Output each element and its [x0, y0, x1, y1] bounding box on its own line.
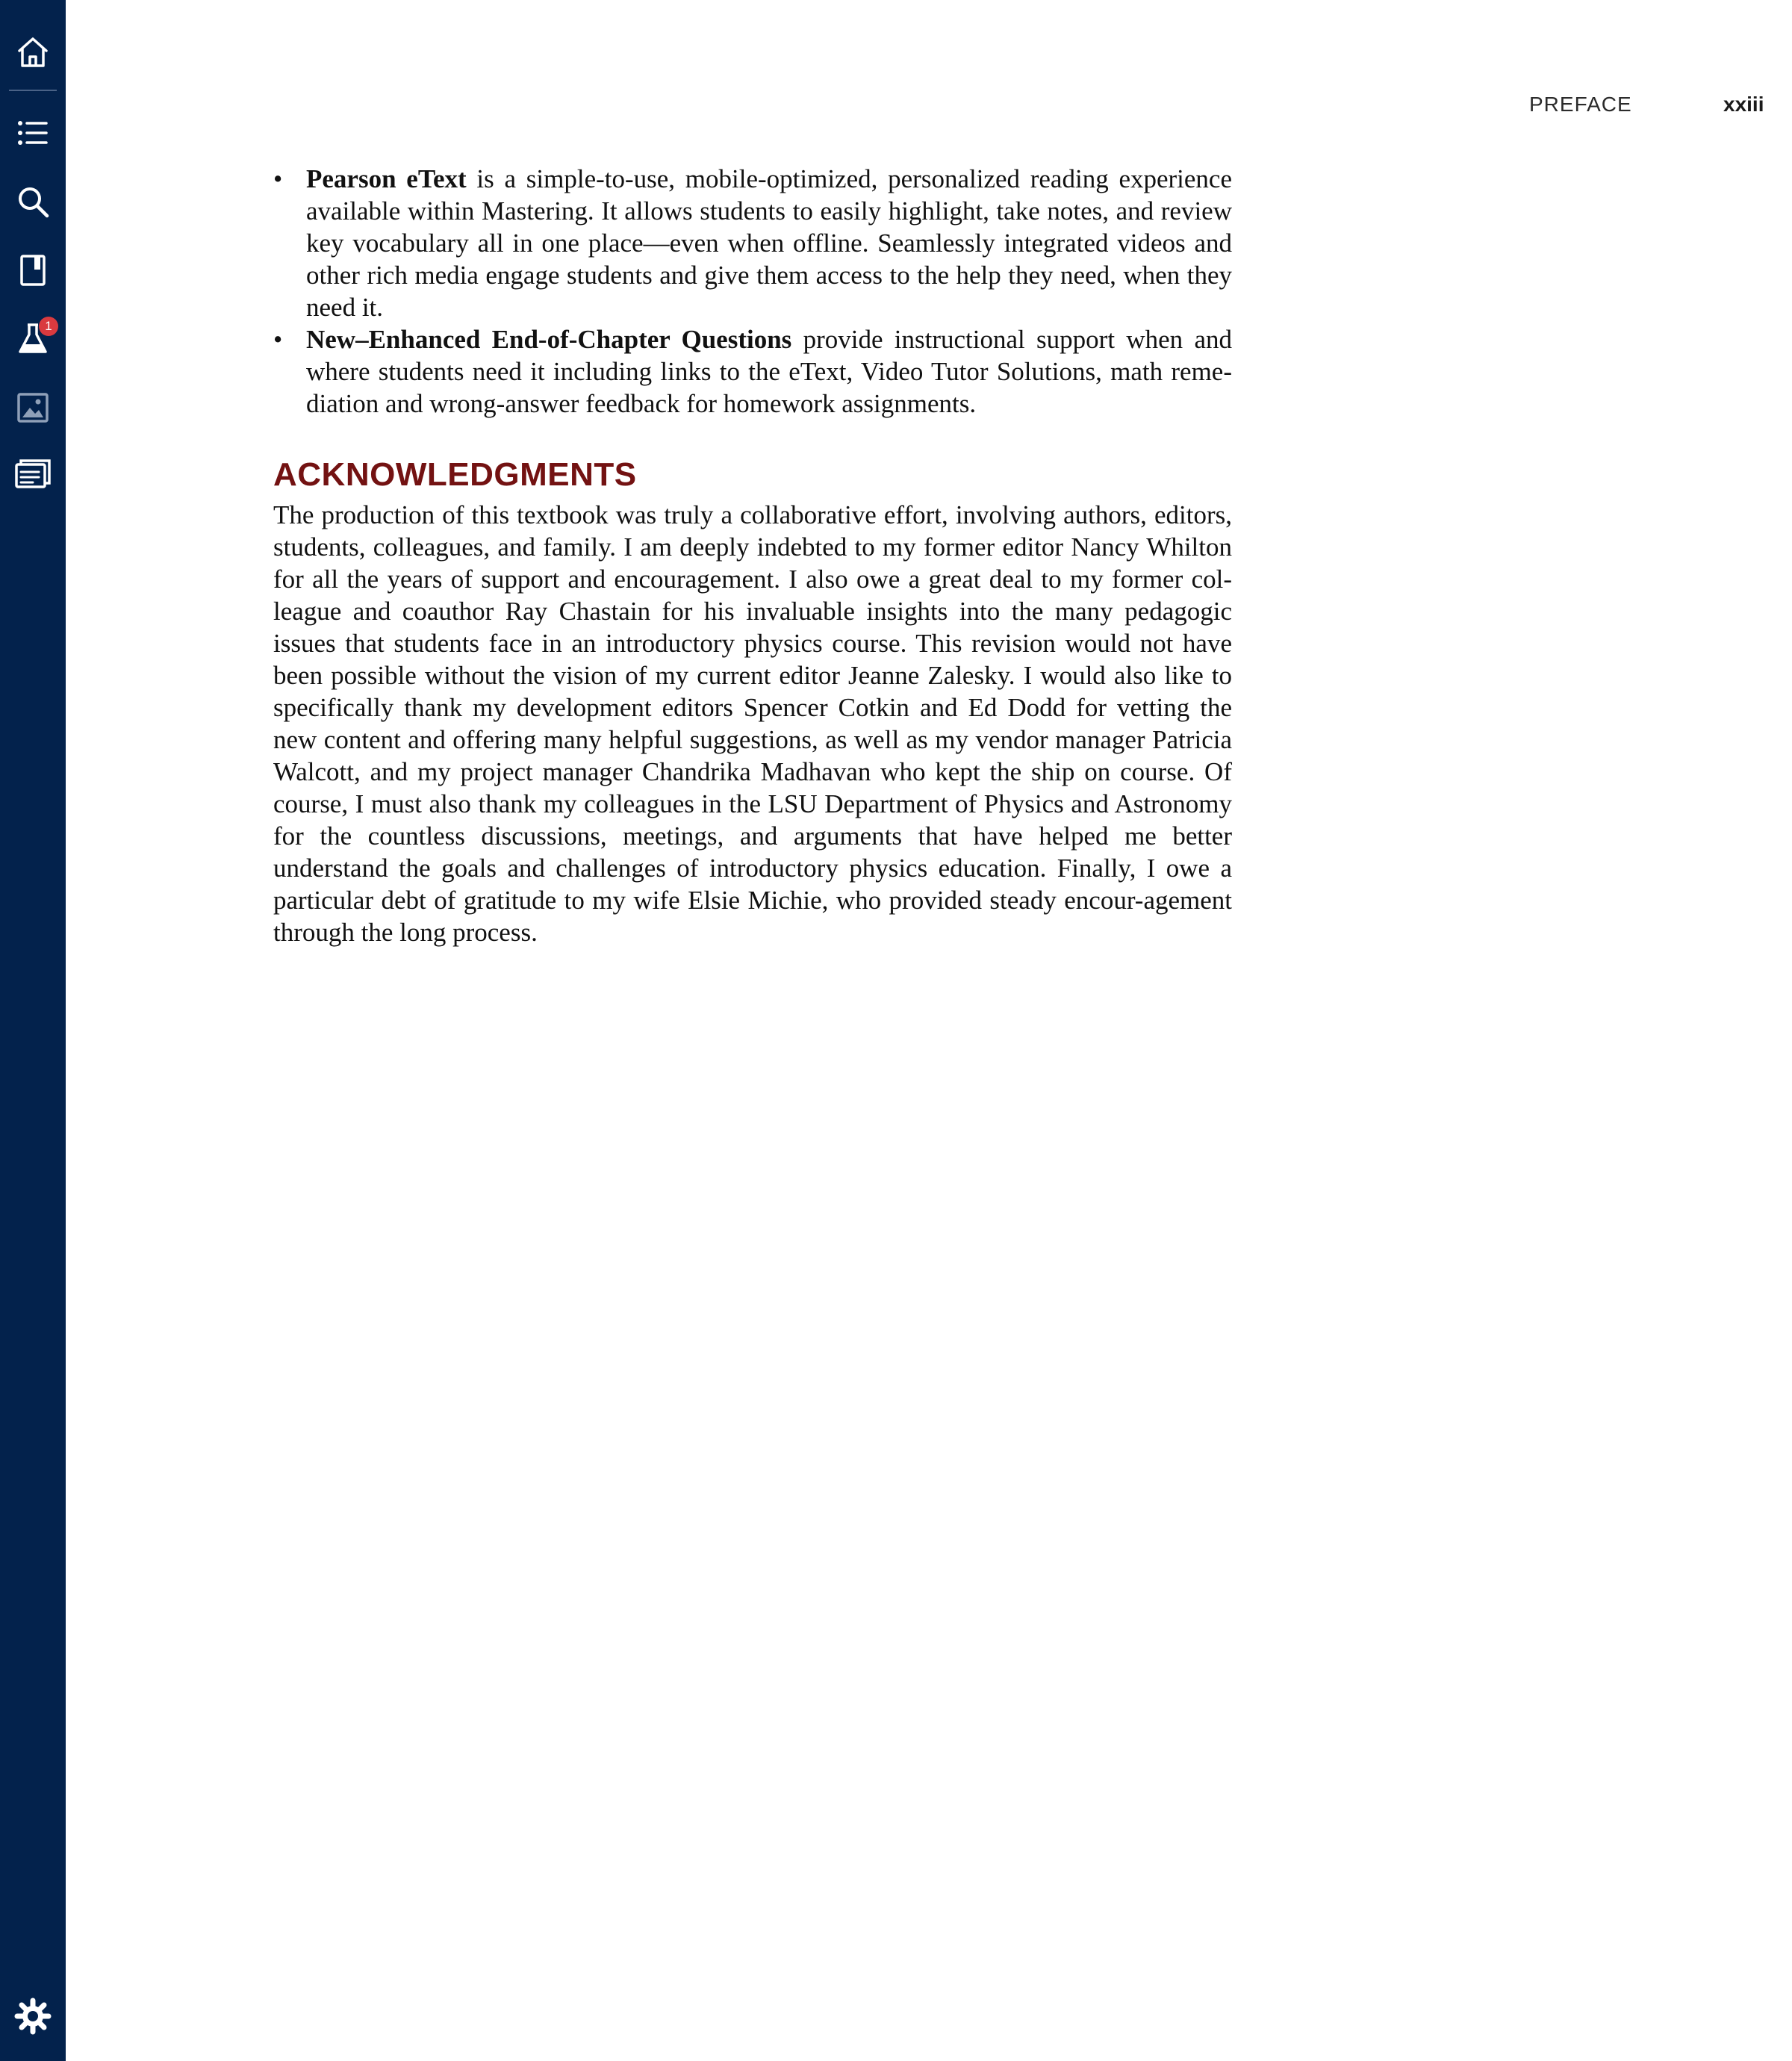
page-number: xxiii — [1723, 93, 1764, 116]
list-item — [273, 323, 1232, 420]
acknowledgments-paragraph: The production of this textbook was truly a collaborative effort, involving authors, editors, students, colleagues, and family. I am deeply indebted to my former editor Nancy Whilton for all the years of support and encouragement. I also owe a great deal to my former col-league and coauthor Ray Chastain for his invaluable insights into the many pedagogic issues that students face in an introductory physics course. This revision would not have been possible without the vision of my current editor Jeanne Zalesky. I would also like to specifically thank my development editors Spencer Cotkin and Ed Dodd for vetting the new content and offering many helpful suggestions, as well as my vendor manager Patricia Walcott, and my project manager Chandrika Madhavan who kept the ship on course. Of course, I must also thank my colleagues in the LSU Department of Physics and Astronomy for the countless discussions, meetings, and arguments that have helped me better understand the goals and challenges of introductory physics education. Finally, I owe a particular debt of gratitude to my wife Elsie Michie, who provided steady encour-agement through the long process. — [273, 500, 1232, 947]
feature-list — [273, 163, 1232, 420]
gear-icon — [14, 1998, 52, 2035]
search-icon — [15, 184, 51, 220]
settings-button[interactable] — [0, 1983, 66, 2049]
search-button[interactable] — [0, 169, 66, 234]
media-button[interactable] — [0, 375, 66, 441]
notebook-icon — [15, 252, 51, 288]
list-icon — [15, 115, 51, 151]
acknowledgments-heading: ACKNOWLEDGMENTS — [273, 456, 637, 493]
sidebar-divider — [9, 90, 57, 91]
notification-badge: 1 — [39, 317, 58, 336]
feature-description: is a simple-to-use, mobile-optimized, personalized reading experience available within Mastering. It allows students to easily highlight, take notes, and review key vocabulary all in one place—even when offline. Seamlessly integrated videos and other rich media engage students and give them access to the help they need, when they need it. — [306, 164, 1232, 322]
cards-icon — [13, 457, 52, 496]
notebook-button[interactable] — [0, 237, 66, 303]
list-item — [273, 163, 1232, 323]
feature-term: Pearson eText — [306, 164, 467, 193]
page-content — [273, 163, 1232, 948]
study-button[interactable] — [0, 306, 66, 372]
contents-button[interactable] — [0, 100, 66, 166]
image-icon — [15, 390, 51, 426]
feature-description: provide instructional support when and where students need it including links to the eText, Video Tutor Solutions, math reme-diation and wrong-answer feedback for homework assignments. — [306, 325, 1232, 418]
sidebar — [0, 0, 66, 2061]
running-head-section: PREFACE — [1529, 93, 1632, 116]
feature-term: New–Enhanced End-of-Chapter Questions — [306, 325, 792, 354]
home-icon — [15, 34, 51, 70]
home-button[interactable] — [0, 19, 66, 85]
cards-button[interactable] — [0, 444, 66, 509]
running-head — [1529, 93, 1768, 116]
book-page — [66, 0, 1792, 2061]
